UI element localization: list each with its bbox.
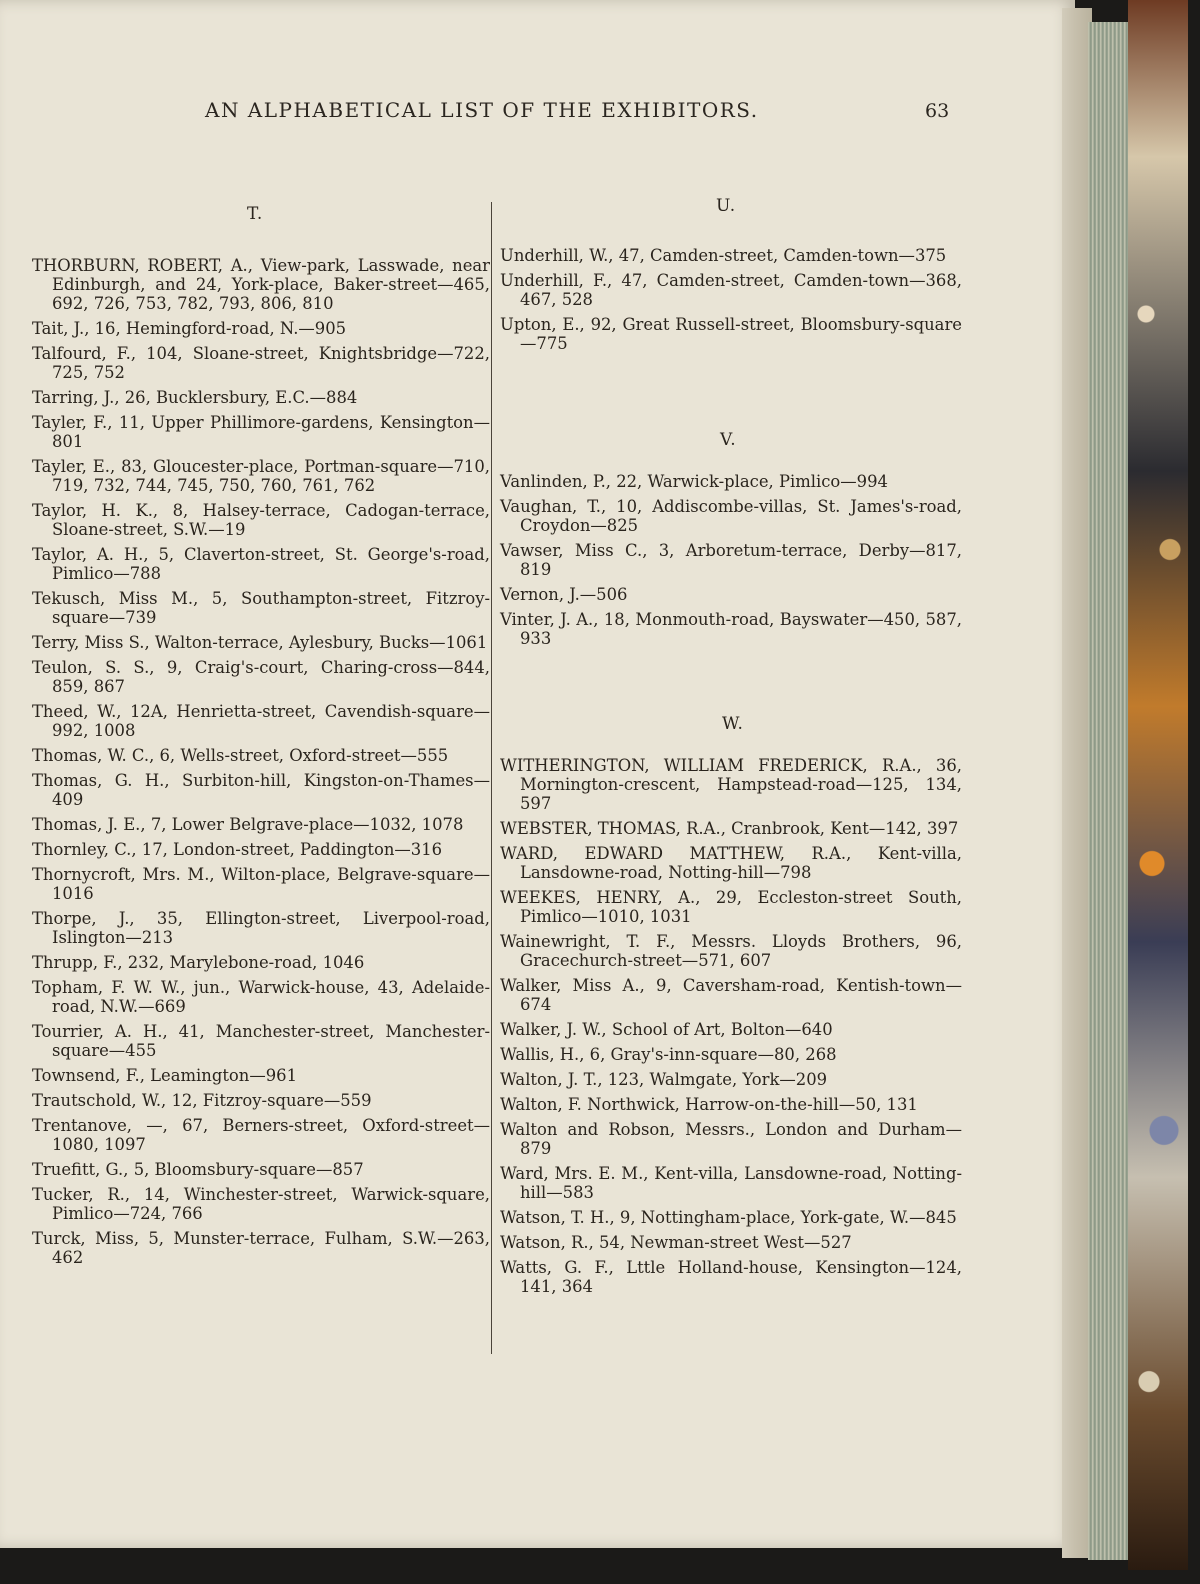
section-letter-u: U. xyxy=(716,196,737,216)
list-entry: WEBSTER, THOMAS, R.A., Cranbrook, Kent—142, 397 xyxy=(500,819,959,838)
list-entry: Underhill, F., 47, Camden-street, Camden-town—368, 467, 528 xyxy=(500,271,962,309)
section-letter-w: W. xyxy=(722,714,744,734)
list-entry: Thornycroft, Mrs. M., Wilton-place, Belgrave-square—1016 xyxy=(32,865,490,903)
column-right-u xyxy=(500,246,962,359)
list-entry: Wallis, H., 6, Gray's-inn-square—80, 268 xyxy=(500,1045,837,1064)
list-entry: Thorpe, J., 35, Ellington-street, Liverpool-road, Islington—213 xyxy=(32,909,490,947)
column-left xyxy=(32,256,490,1273)
list-entry: WITHERINGTON, WILLIAM FREDERICK, R.A., 36, Mornington-crescent, Hampstead-road—125, 134, 597 xyxy=(500,756,962,813)
section-letter-v: V. xyxy=(720,430,737,450)
column-rule xyxy=(491,202,492,1354)
list-entry: Vanlinden, P., 22, Warwick-place, Pimlico—994 xyxy=(500,472,888,491)
list-entry: Thornley, C., 17, London-street, Paddington—316 xyxy=(32,840,443,859)
list-entry: Tayler, F., 11, Upper Phillimore-gardens, Kensington—801 xyxy=(32,413,490,451)
list-entry: Townsend, F., Leamington—961 xyxy=(32,1066,298,1085)
list-entry: Vawser, Miss C., 3, Arboretum-terrace, Derby—817, 819 xyxy=(500,541,962,579)
list-entry: Tait, J., 16, Hemingford-road, N.—905 xyxy=(32,319,347,338)
marbled-edge xyxy=(1128,0,1188,1570)
list-entry: Thomas, G. H., Surbiton-hill, Kingston-on-Thames—409 xyxy=(32,771,490,809)
list-entry: Thrupp, F., 232, Marylebone-road, 1046 xyxy=(32,953,365,972)
list-entry: WEEKES, HENRY, A., 29, Eccleston-street South, Pimlico—1010, 1031 xyxy=(500,888,962,926)
list-entry: Theed, W., 12A, Henrietta-street, Cavendish-square—992, 1008 xyxy=(32,702,490,740)
list-entry: Turck, Miss, 5, Munster-terrace, Fulham, S.W.—263, 462 xyxy=(32,1229,490,1267)
column-right-w xyxy=(500,756,962,1302)
page-edges xyxy=(1088,22,1130,1560)
entry-list-v xyxy=(500,472,962,648)
running-header: AN ALPHABETICAL LIST OF THE EXHIBITORS. xyxy=(205,98,759,122)
list-entry: Walton, J. T., 123, Walmgate, York—209 xyxy=(500,1070,828,1089)
list-entry: Talfourd, F., 104, Sloane-street, Knightsbridge—722, 725, 752 xyxy=(32,344,490,382)
entry-list-w xyxy=(500,756,962,1296)
column-right-v xyxy=(500,472,962,654)
list-entry: Tayler, E., 83, Gloucester-place, Portman-square—710, 719, 732, 744, 745, 750, 760, 761, 762 xyxy=(32,457,490,495)
list-entry: Thomas, W. C., 6, Wells-street, Oxford-street—555 xyxy=(32,746,449,765)
list-entry: Underhill, W., 47, Camden-street, Camden-town—375 xyxy=(500,246,947,265)
list-entry: Ward, Mrs. E. M., Kent-villa, Lansdowne-road, Notting-hill—583 xyxy=(500,1164,962,1202)
list-entry: Terry, Miss S., Walton-terrace, Aylesbury, Bucks—1061 xyxy=(32,633,488,652)
list-entry: Trautschold, W., 12, Fitzroy-square—559 xyxy=(32,1091,372,1110)
list-entry: Taylor, H. K., 8, Halsey-terrace, Cadogan-terrace, Sloane-street, S.W.—19 xyxy=(32,501,490,539)
list-entry: Vernon, J.—506 xyxy=(500,585,628,604)
section-letter-t: T. xyxy=(247,204,264,224)
page-number: 63 xyxy=(925,100,950,122)
list-entry: Walker, Miss A., 9, Caversham-road, Kentish-town—674 xyxy=(500,976,962,1014)
list-entry: Wainewright, T. F., Messrs. Lloyds Brothers, 96, Gracechurch-street—571, 607 xyxy=(500,932,962,970)
list-entry: WARD, EDWARD MATTHEW, R.A., Kent-villa, Lansdowne-road, Notting-hill—798 xyxy=(500,844,962,882)
list-entry: Topham, F. W. W., jun., Warwick-house, 43, Adelaide-road, N.W.—669 xyxy=(32,978,490,1016)
list-entry: Tucker, R., 14, Winchester-street, Warwick-square, Pimlico—724, 766 xyxy=(32,1185,490,1223)
list-entry: Vinter, J. A., 18, Monmouth-road, Bayswater—450, 587, 933 xyxy=(500,610,962,648)
list-entry: Walton, F. Northwick, Harrow-on-the-hill—50, 131 xyxy=(500,1095,918,1114)
list-entry: Tourrier, A. H., 41, Manchester-street, Manchester-square—455 xyxy=(32,1022,490,1060)
entry-list-u xyxy=(500,246,962,353)
entry-list-t xyxy=(32,256,490,1267)
list-entry: Trentanove, —, 67, Berners-street, Oxford-street—1080, 1097 xyxy=(32,1116,490,1154)
list-entry: Watson, T. H., 9, Nottingham-place, York-gate, W.—845 xyxy=(500,1208,957,1227)
list-entry: Tarring, J., 26, Bucklersbury, E.C.—884 xyxy=(32,388,358,407)
list-entry: Upton, E., 92, Great Russell-street, Bloomsbury-square—775 xyxy=(500,315,962,353)
list-entry: Walton and Robson, Messrs., London and Durham—879 xyxy=(500,1120,962,1158)
list-entry: Truefitt, G., 5, Bloomsbury-square—857 xyxy=(32,1160,364,1179)
list-entry: THORBURN, ROBERT, A., View-park, Lasswade, near Edinburgh, and 24, York-place, Baker-street—465, 692, 726, 753, 782, 793, 806, 810 xyxy=(32,256,490,313)
list-entry: Thomas, J. E., 7, Lower Belgrave-place—1032, 1078 xyxy=(32,815,464,834)
list-entry: Watts, G. F., Lttle Holland-house, Kensington—124, 141, 364 xyxy=(500,1258,962,1296)
list-entry: Walker, J. W., School of Art, Bolton—640 xyxy=(500,1020,833,1039)
list-entry: Taylor, A. H., 5, Claverton-street, St. George's-road, Pimlico—788 xyxy=(32,545,490,583)
list-entry: Watson, R., 54, Newman-street West—527 xyxy=(500,1233,852,1252)
list-entry: Vaughan, T., 10, Addiscombe-villas, St. James's-road, Croydon—825 xyxy=(500,497,962,535)
list-entry: Teulon, S. S., 9, Craig's-court, Charing-cross—844, 859, 867 xyxy=(32,658,490,696)
list-entry: Tekusch, Miss M., 5, Southampton-street, Fitzroy-square—739 xyxy=(32,589,490,627)
